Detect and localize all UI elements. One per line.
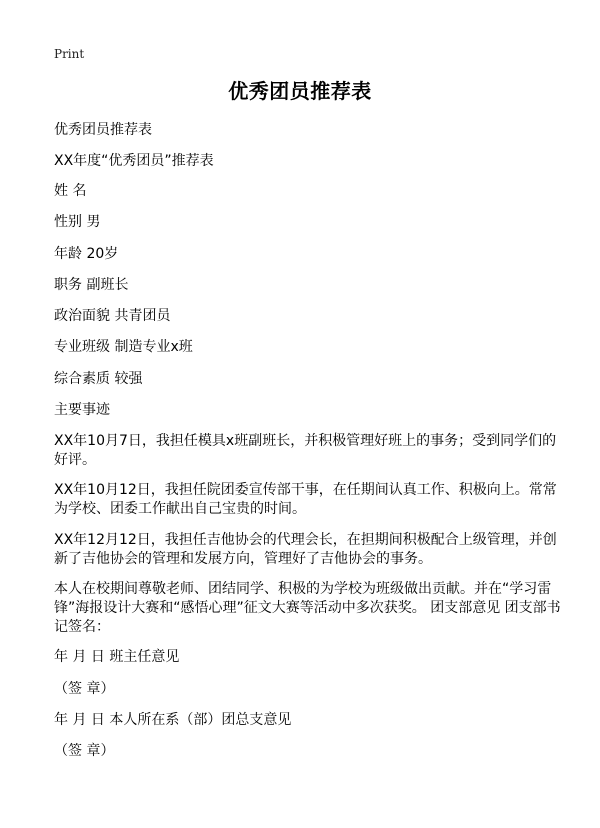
name-field: 姓 名 — [54, 183, 87, 199]
position-field: 职务 副班长 — [54, 277, 129, 293]
subtitle-line: 优秀团员推荐表 — [54, 122, 152, 138]
seal-line: （签 章） — [54, 681, 115, 697]
department-opinion-line: 年 月 日 本人所在系（部）团总支意见 — [54, 712, 292, 728]
print-link[interactable]: Print — [54, 47, 85, 61]
political-status-field: 政治面貌 共青团员 — [54, 308, 171, 324]
gender-field: 性别 男 — [54, 214, 101, 230]
main-deeds-heading: 主要事迹 — [54, 402, 110, 418]
class-field: 专业班级 制造专业x班 — [54, 339, 193, 355]
deed-paragraph: XX年12月12日，我担任吉他协会的代理会长，在担期间积极配合上级管理，并创 新了吉他协会的管理和发展方向，管理好了吉他协会的事务。 — [54, 532, 557, 567]
document-title: 优秀团员推荐表 — [228, 79, 372, 103]
deed-paragraph: XX年10月12日，我担任院团委宣传部干事，在任期间认真工作、积极向上。常常 为学校、团委工作献出自己宝贵的时间。 — [54, 482, 557, 517]
summary-paragraph: 本人在校期间尊敬老师、团结同学、积极的为学校为班级做出贡献。并在“学习雷 锋”海报设计大赛和“感悟心理”征文大赛等活动中多次获奖。 团支部意见 团支部书 记签名： — [54, 581, 561, 635]
seal-line: （签 章） — [54, 743, 115, 759]
form-heading-line: XX年度“优秀团员”推荐表 — [54, 153, 214, 169]
age-field: 年龄 20岁 — [54, 246, 119, 262]
quality-field: 综合素质 较强 — [54, 371, 143, 387]
class-teacher-opinion-line: 年 月 日 班主任意见 — [54, 649, 180, 665]
deed-paragraph: XX年10月7日，我担任模具x班副班长，并积极管理好班上的事务；受到同学们的 好评。 — [54, 433, 557, 468]
